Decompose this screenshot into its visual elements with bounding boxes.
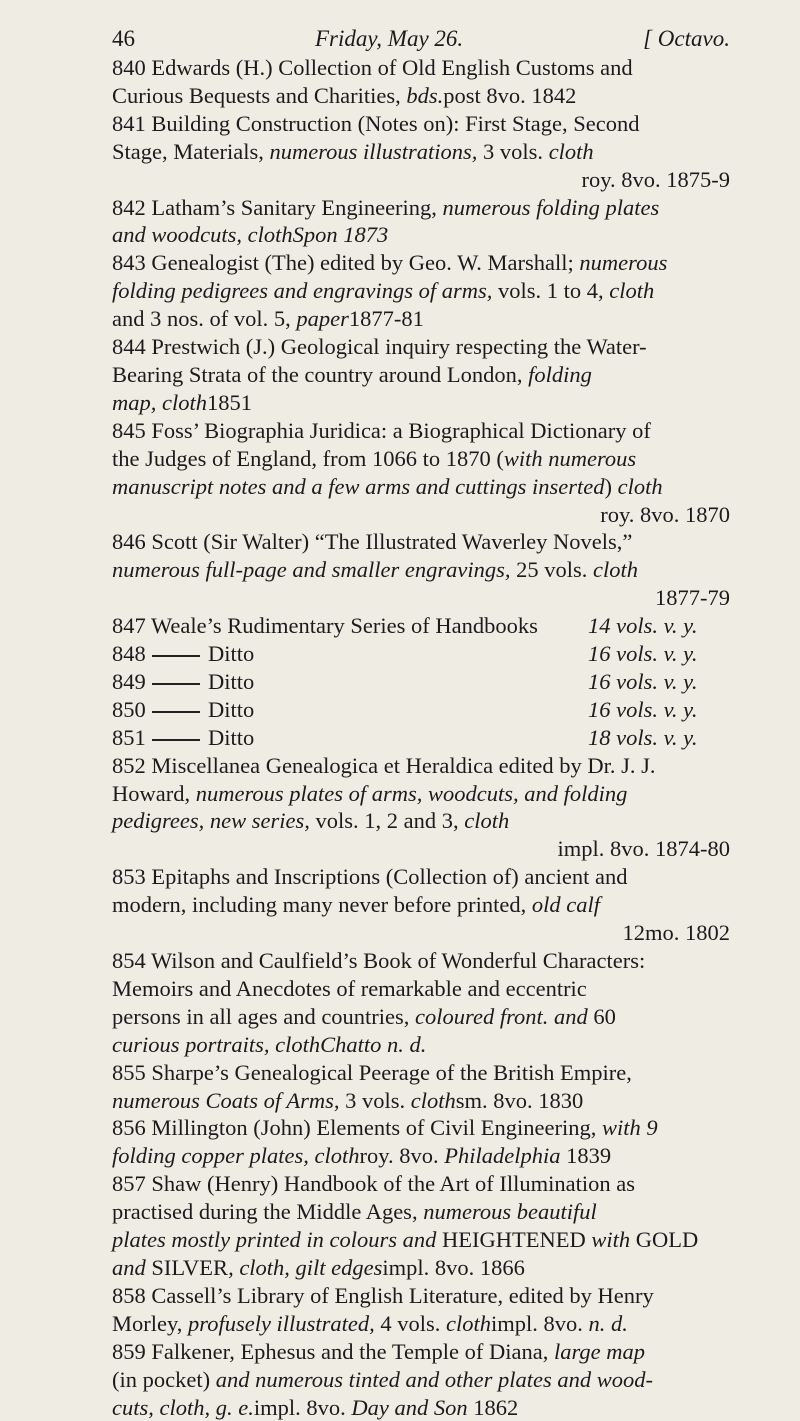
ditto-dash <box>152 683 200 685</box>
lot-853 <box>112 863 730 947</box>
page-title: Friday, May 26. <box>315 24 463 54</box>
lot-843 <box>112 249 730 333</box>
lot-846 <box>112 528 730 612</box>
entry-line: pedigrees, new series, vols. 1, 2 and 3, cloth <box>146 807 730 835</box>
entry-line: 854 Wilson and Caulfield’s Book of Wonderful Characters: <box>146 947 730 975</box>
entry-line: Stage, Materials, numerous illustrations, 3 vols. cloth <box>146 138 730 166</box>
section-label: [ Octavo. <box>643 24 730 54</box>
entry-line: folding copper plates, clothroy. 8vo. Philadelphia 1839 <box>146 1142 730 1170</box>
catalogue-entries <box>112 54 730 1421</box>
lot-858 <box>112 1282 730 1338</box>
entry-line: Morley, profusely illustrated, 4 vols. clothimpl. 8vo. n. d. <box>146 1310 730 1338</box>
lot-854 <box>112 947 730 1059</box>
entry-line: cuts, cloth, g. e.impl. 8vo. Day and Son 1862 <box>146 1394 730 1421</box>
entry-line: the Judges of England, from 1066 to 1870 (with numerous <box>146 445 730 473</box>
entry-line: roy. 8vo. 1875-9 <box>146 166 730 194</box>
lot-852 <box>112 752 730 864</box>
entry-line: 846 Scott (Sir Walter) “The Illustrated Waverley Novels,” <box>146 528 730 556</box>
entry-line: Howard, numerous plates of arms, woodcuts, and folding <box>146 780 730 808</box>
ditto-dash <box>152 739 200 741</box>
lot-850: 850 Ditto 16 vols. v. y. <box>112 696 730 724</box>
entry-line: 841 Building Construction (Notes on): First Stage, Second <box>146 110 730 138</box>
entry-line: manuscript notes and a few arms and cuttings inserted) cloth <box>146 473 730 501</box>
entry-line: 1877-79 <box>146 584 730 612</box>
entry-line: 853 Epitaphs and Inscriptions (Collection of) ancient and <box>146 863 730 891</box>
lot-848: 848 Ditto 16 vols. v. y. <box>112 640 730 668</box>
lot-840 <box>112 54 730 110</box>
page-number: 46 <box>112 24 135 54</box>
lot-859 <box>112 1338 730 1421</box>
entry-line: Memoirs and Anecdotes of remarkable and eccentric <box>146 975 730 1003</box>
lot-849: 849 Ditto 16 vols. v. y. <box>112 668 730 696</box>
entry-line: practised during the Middle Ages, numerous beautiful <box>146 1198 730 1226</box>
entry-line: numerous full-page and smaller engravings, 25 vols. cloth <box>146 556 730 584</box>
entry-line: roy. 8vo. 1870 <box>146 501 730 529</box>
entry-line: (in pocket) and numerous tinted and other plates and wood- <box>146 1366 730 1394</box>
lot-856 <box>112 1114 730 1170</box>
entry-line: numerous Coats of Arms, 3 vols. clothsm. 8vo. 1830 <box>146 1087 730 1115</box>
lot-845 <box>112 417 730 529</box>
entry-line: 845 Foss’ Biographia Juridica: a Biographical Dictionary of <box>146 417 730 445</box>
entry-line: 852 Miscellanea Genealogica et Heraldica edited by Dr. J. J. <box>146 752 730 780</box>
page-header <box>112 24 730 54</box>
entry-line: 843 Genealogist (The) edited by Geo. W. Marshall; numerous <box>146 249 730 277</box>
entry-line: map, cloth1851 <box>146 389 730 417</box>
lot-844 <box>112 333 730 417</box>
entry-line: modern, including many never before printed, old calf <box>146 891 730 919</box>
entry-line: 859 Falkener, Ephesus and the Temple of Diana, large map <box>146 1338 730 1366</box>
entry-line: and 3 nos. of vol. 5, paper1877-81 <box>146 305 730 333</box>
entry-line: 12mo. 1802 <box>146 919 730 947</box>
lot-855 <box>112 1059 730 1115</box>
entry-line: folding pedigrees and engravings of arms, vols. 1 to 4, cloth <box>146 277 730 305</box>
lot-851: 851 Ditto 18 vols. v. y. <box>112 724 730 752</box>
lot-857 <box>112 1170 730 1282</box>
entry-line: and woodcuts, clothSpon 1873 <box>146 221 730 249</box>
entry-line: plates mostly printed in colours and HEIGHTENED with GOLD <box>146 1226 730 1254</box>
entry-line: 857 Shaw (Henry) Handbook of the Art of Illumination as <box>146 1170 730 1198</box>
ditto-dash <box>152 655 200 657</box>
entry-line: 840 Edwards (H.) Collection of Old English Customs and <box>146 54 730 82</box>
lot-847: 847 Weale’s Rudimentary Series of Handbooks 14 vols. v. y. <box>112 612 730 640</box>
entry-line: curious portraits, clothChatto n. d. <box>146 1031 730 1059</box>
entry-line: persons in all ages and countries, coloured front. and 60 <box>146 1003 730 1031</box>
entry-line: Curious Bequests and Charities, bds.post 8vo. 1842 <box>146 82 730 110</box>
lot-842 <box>112 194 730 250</box>
entry-line: Bearing Strata of the country around London, folding <box>146 361 730 389</box>
ditto-dash <box>152 711 200 713</box>
entry-line: 842 Latham’s Sanitary Engineering, numerous folding plates <box>146 194 730 222</box>
entry-line: 855 Sharpe’s Genealogical Peerage of the British Empire, <box>146 1059 730 1087</box>
entry-line: 858 Cassell’s Library of English Literature, edited by Henry <box>146 1282 730 1310</box>
lot-841 <box>112 110 730 194</box>
entry-line: and SILVER, cloth, gilt edgesimpl. 8vo. 1866 <box>146 1254 730 1282</box>
entry-line: 844 Prestwich (J.) Geological inquiry respecting the Water- <box>146 333 730 361</box>
entry-line: 856 Millington (John) Elements of Civil Engineering, with 9 <box>146 1114 730 1142</box>
entry-line: impl. 8vo. 1874-80 <box>146 835 730 863</box>
